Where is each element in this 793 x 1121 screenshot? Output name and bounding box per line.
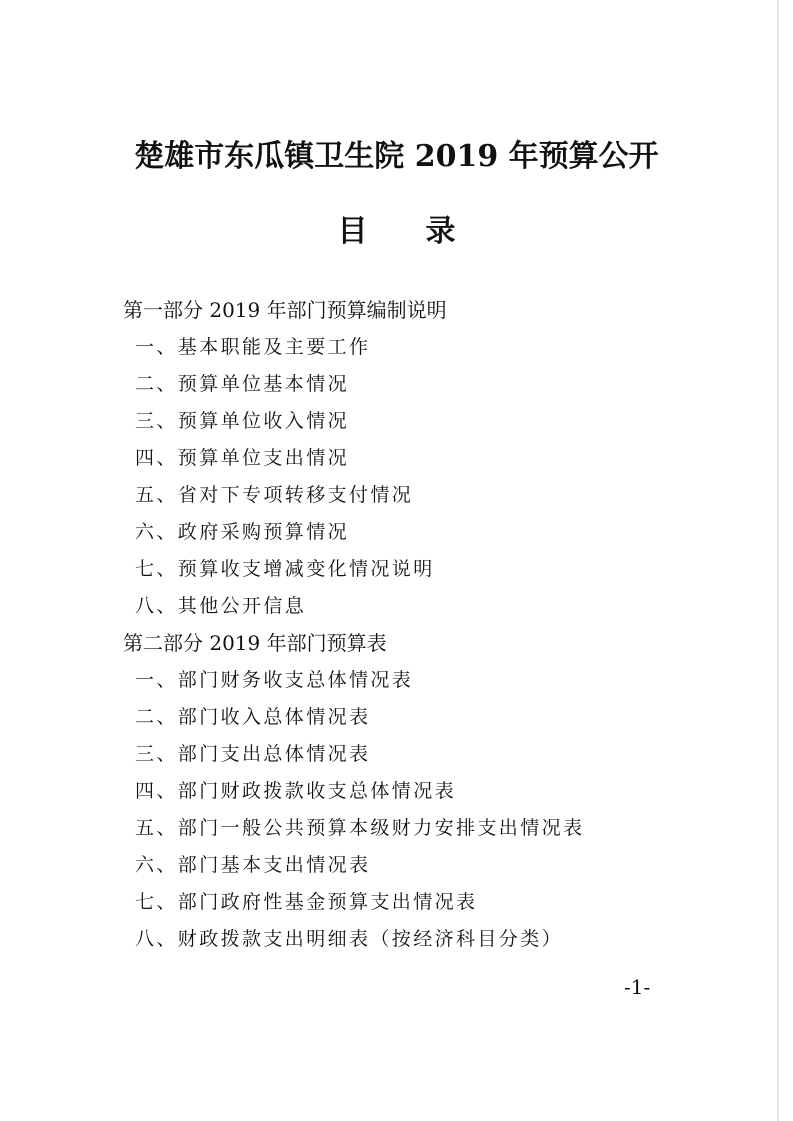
toc-section-part-one [0, 292, 793, 625]
toc-item: 七、部门政府性基金预算支出情况表 [135, 891, 478, 913]
toc-item: 一、部门财务收支总体情况表 [135, 669, 414, 691]
toc-item: 五、部门一般公共预算本级财力安排支出情况表 [135, 817, 585, 839]
toc-item: 三、部门支出总体情况表 [135, 743, 371, 765]
toc-section-part-two [0, 625, 793, 958]
toc-heading-char-2: 录 [425, 214, 456, 249]
toc-item: 七、预算收支增减变化情况说明 [135, 558, 435, 580]
table-of-contents [0, 292, 793, 958]
toc-item: 六、部门基本支出情况表 [135, 854, 371, 876]
toc-item: 四、预算单位支出情况 [135, 447, 350, 469]
toc-item: 四、部门财政拨款收支总体情况表 [135, 780, 457, 802]
toc-item: 六、政府采购预算情况 [135, 521, 350, 543]
toc-item: 三、预算单位收入情况 [135, 410, 350, 432]
toc-item: 八、财政拨款支出明细表（按经济科目分类） [135, 928, 564, 950]
toc-section-title: 第一部分 2019 年部门预算编制说明 [123, 298, 447, 322]
toc-item: 一、基本职能及主要工作 [135, 336, 371, 358]
toc-item: 二、预算单位基本情况 [135, 373, 350, 395]
toc-section-title: 第二部分 2019 年部门预算表 [123, 631, 387, 655]
document-title: 楚雄市东瓜镇卫生院 2019 年预算公开 [134, 139, 659, 174]
toc-item: 二、部门收入总体情况表 [135, 706, 371, 728]
toc-heading [0, 212, 793, 252]
toc-item: 五、省对下专项转移支付情况 [135, 484, 414, 506]
toc-heading-char-1: 目 [337, 214, 368, 249]
page-number: -1- [624, 975, 651, 999]
toc-item: 八、其他公开信息 [135, 595, 307, 617]
